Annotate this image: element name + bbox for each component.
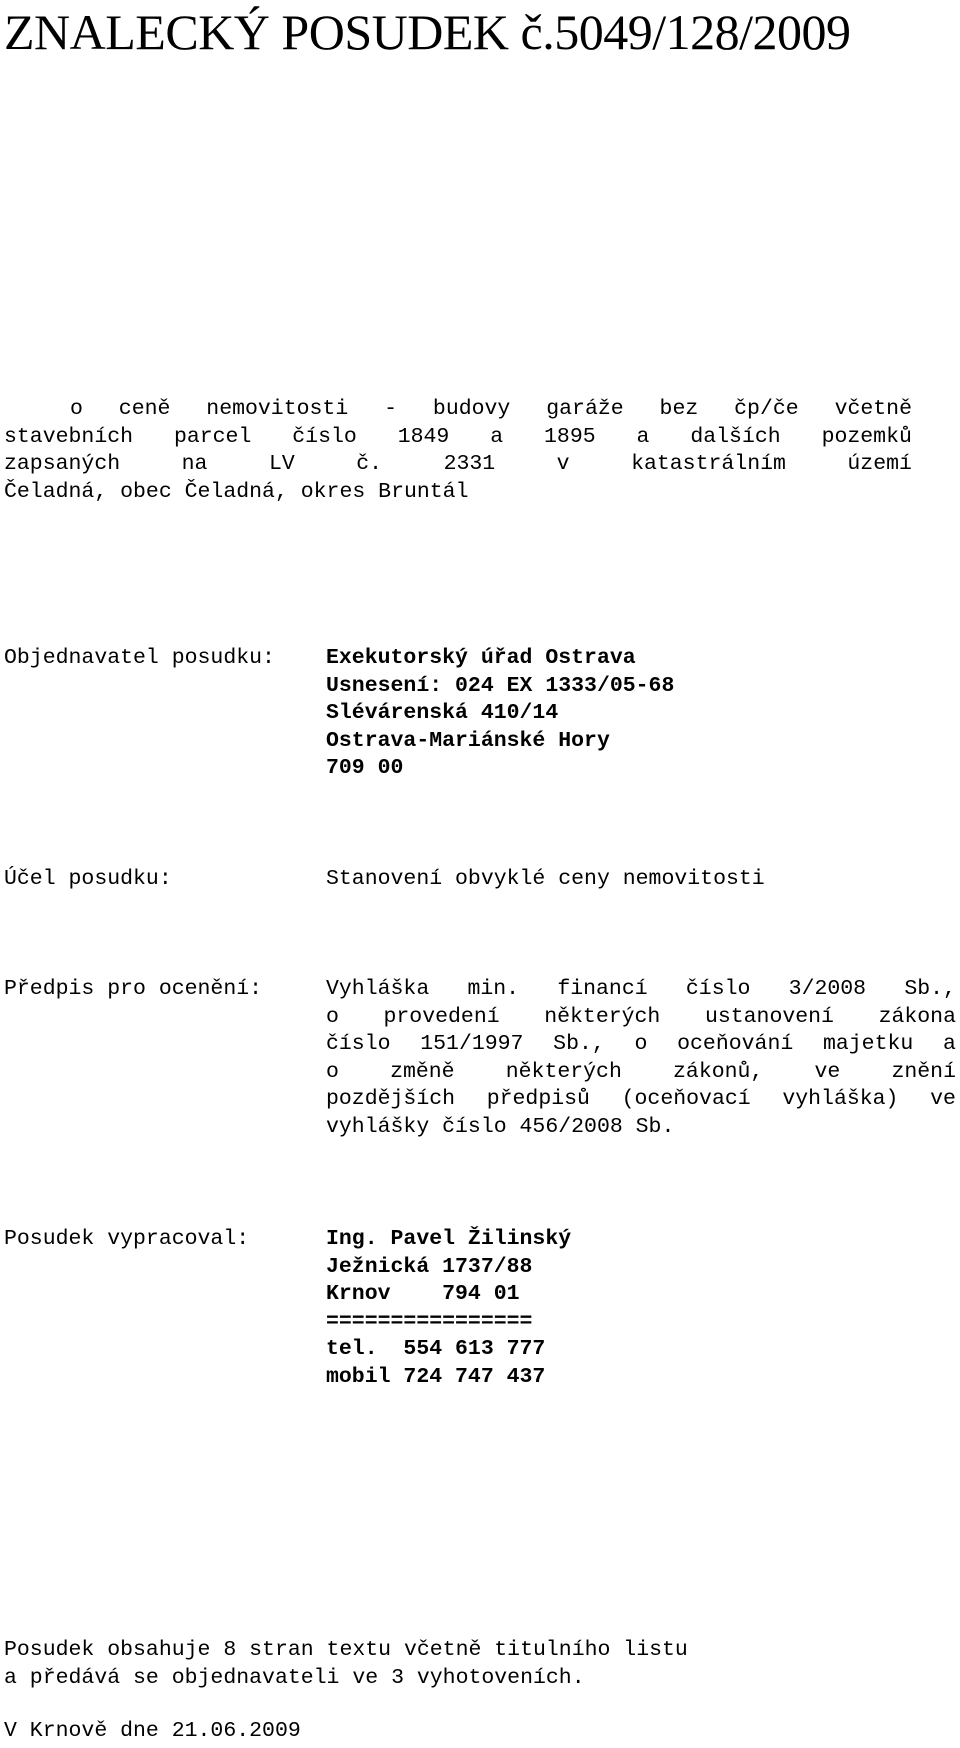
author-details <box>326 1226 571 1391</box>
client-street: Slévárenská 410/14 <box>326 701 559 725</box>
footer-note <box>4 1637 688 1693</box>
regulation-line-1: Vyhláška min. financí číslo 3/2008 Sb., <box>326 977 956 1001</box>
date-line: V Krnově dne 21.06.2009 <box>4 1719 301 1743</box>
regulation-line-6: vyhlášky číslo 456/2008 Sb. <box>326 1114 675 1139</box>
author-section <box>4 1226 958 1391</box>
author-mobile: mobil 724 747 437 <box>326 1364 546 1389</box>
regulation-line-4: o změně některých zákonů, ve znění <box>326 1059 956 1084</box>
author-separator: ================ <box>326 1309 533 1334</box>
purpose-value: Stanovení obvyklé ceny nemovitosti <box>326 867 765 891</box>
client-label: Objednavatel posudku: <box>4 646 275 670</box>
author-label: Posudek vypracoval: <box>4 1227 250 1251</box>
client-details <box>326 645 674 783</box>
subject-line-4: Čeladná, obec Čeladná, okres Bruntál <box>4 479 469 504</box>
author-phone: tel. 554 613 777 <box>326 1337 546 1361</box>
regulation-section <box>4 976 958 1141</box>
regulation-label: Předpis pro ocenění: <box>4 977 263 1001</box>
subject-description <box>4 396 912 506</box>
subject-line-2: stavebních parcel číslo 1849 a 1895 a dalších pozemků <box>4 424 912 449</box>
author-street: Ježnická 1737/88 <box>326 1254 533 1279</box>
purpose-label: Účel posudku: <box>4 867 172 891</box>
client-postcode: 709 00 <box>326 756 404 780</box>
author-city: Krnov 794 01 <box>326 1282 520 1306</box>
footer-line-1: Posudek obsahuje 8 stran textu včetně titulního listu <box>4 1638 688 1662</box>
regulation-line-3: číslo 151/1997 Sb., o oceňování majetku a <box>326 1032 956 1056</box>
client-resolution: Usnesení: 024 EX 1333/05-68 <box>326 673 675 698</box>
regulation-line-5: pozdějších předpisů (oceňovací vyhláška) ve <box>326 1087 956 1111</box>
client-city: Ostrava-Mariánské Hory <box>326 728 610 753</box>
footer-line-2: a předává se objednavateli ve 3 vyhotoveních. <box>4 1666 585 1690</box>
author-name: Ing. Pavel Žilinský <box>326 1227 572 1251</box>
purpose-section <box>4 866 958 894</box>
client-section <box>4 645 958 783</box>
client-office: Exekutorský úřad Ostrava <box>326 646 636 670</box>
regulation-text <box>326 976 956 1141</box>
subject-line-3: zapsaných na LV č. 2331 v katastrálním území <box>4 452 912 476</box>
document-title: ZNALECKÝ POSUDEK č.5049/128/2009 <box>4 4 851 60</box>
subject-line-1: o ceně nemovitosti - budovy garáže bez čp/če včetně <box>70 397 912 421</box>
regulation-line-2: o provedení některých ustanovení zákona <box>326 1004 956 1029</box>
